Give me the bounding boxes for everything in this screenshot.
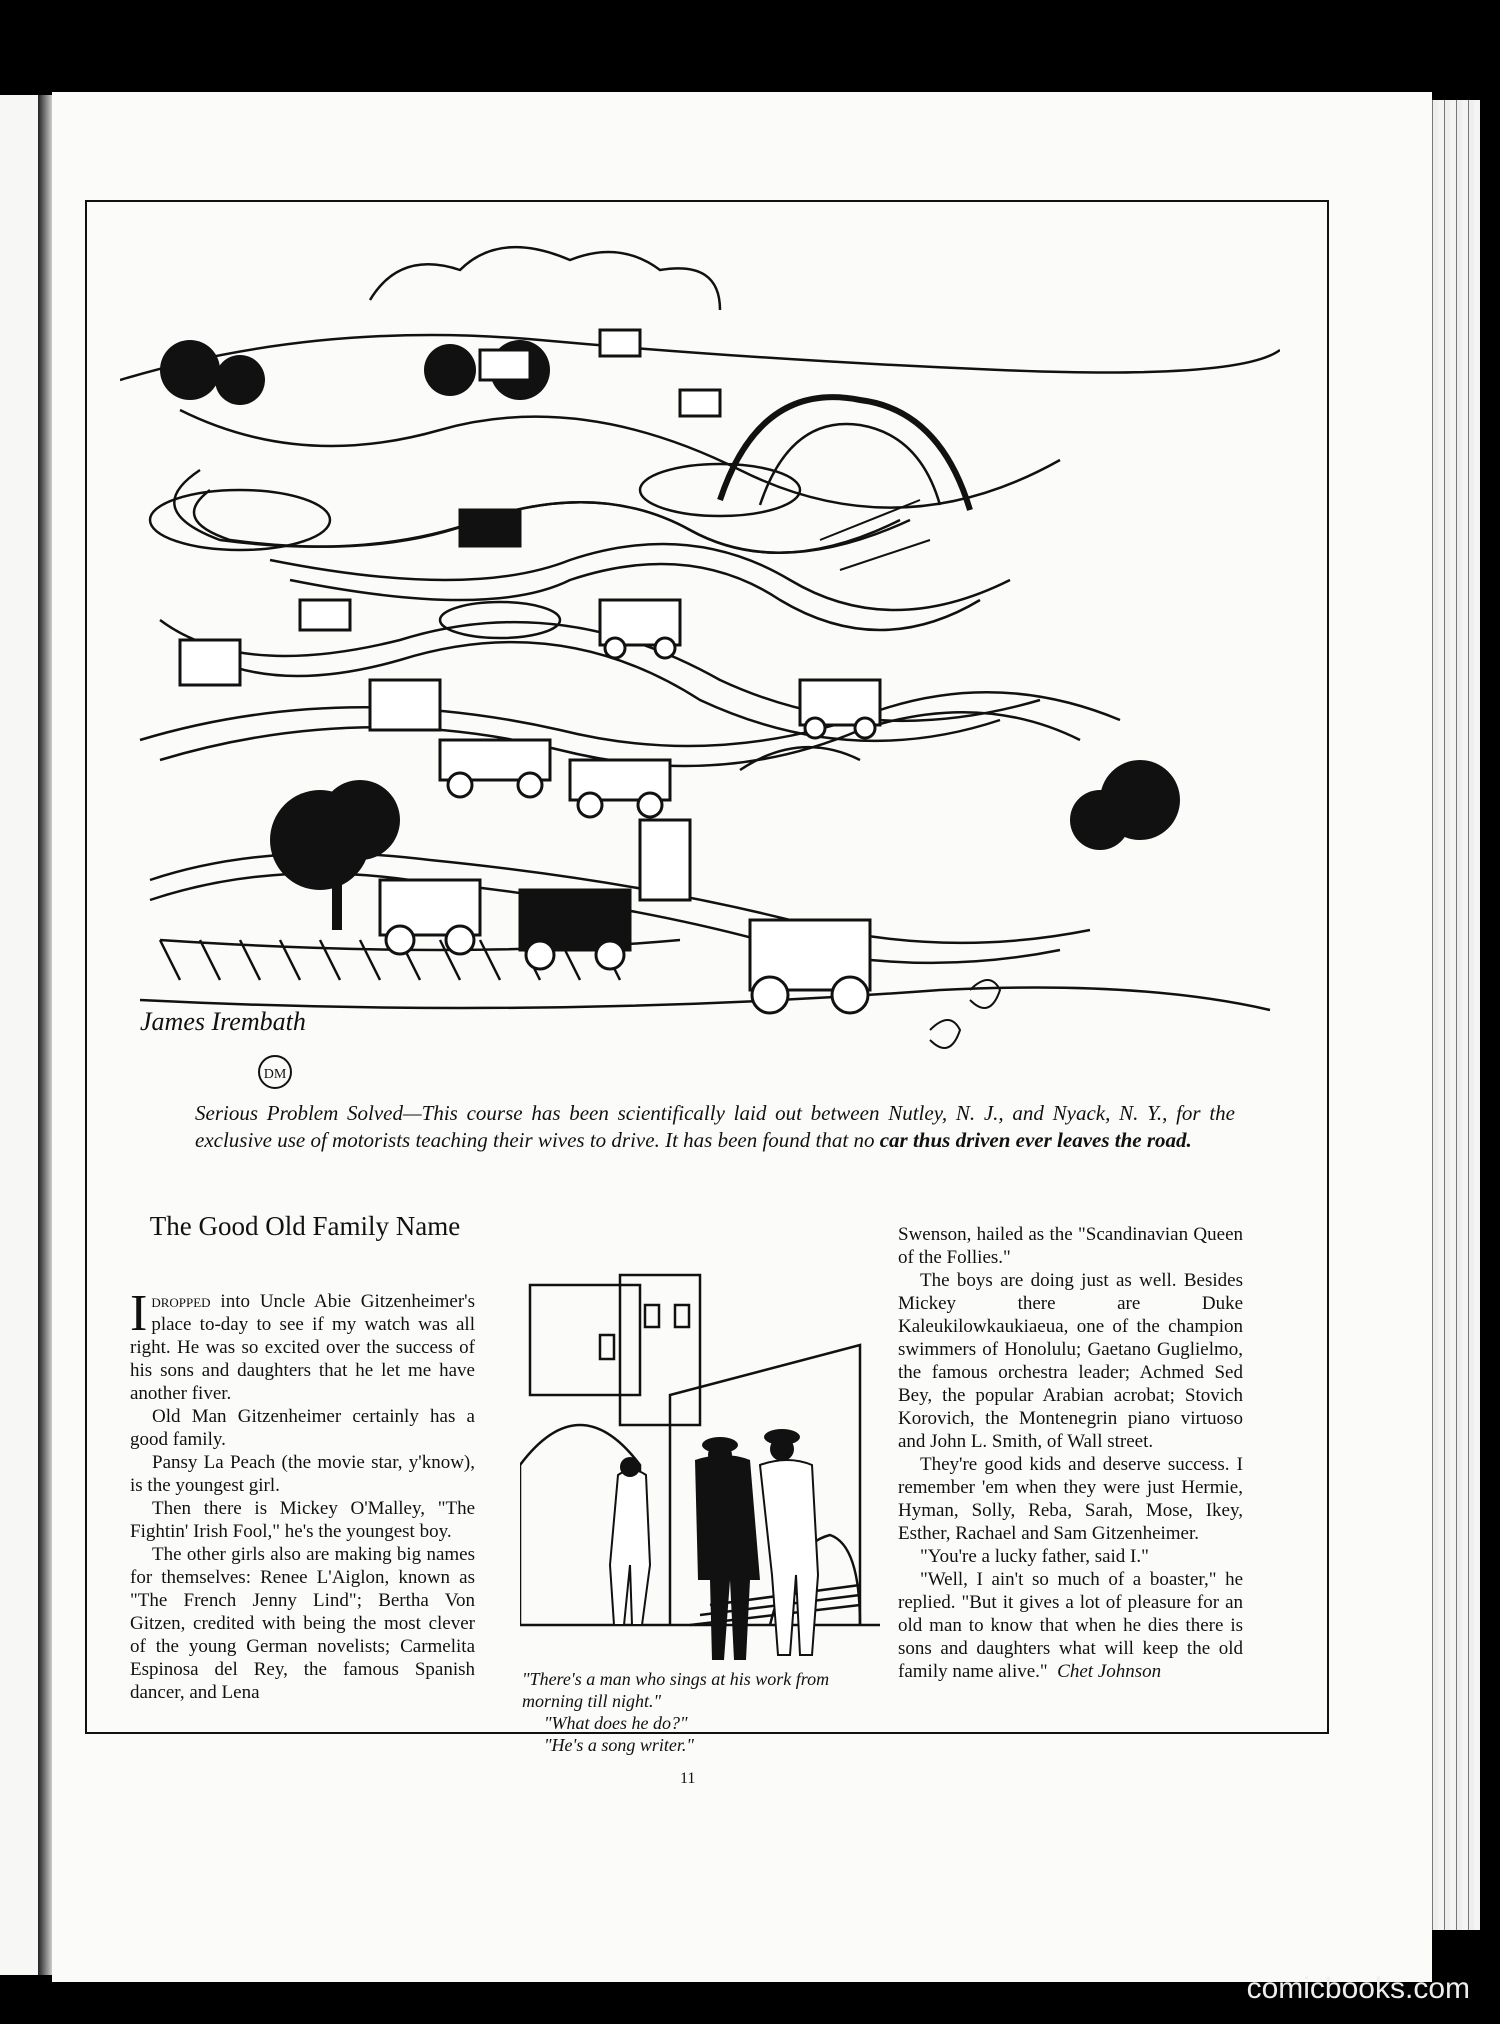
caption-end: car thus driven ever leaves the road. <box>879 1128 1192 1152</box>
paragraph-4: Then there is Mickey O'Malley, "The Fightin' Irish Fool," he's the youngest boy. <box>130 1498 475 1542</box>
paragraph-10 <box>898 1568 1243 1683</box>
paragraph-2: Old Man Gitzenheimer certainly has a good family. <box>130 1406 475 1450</box>
paragraph-10-text: "Well, I ain't so much of a boaster," he replied. "But it gives a lot of pleasure for an old man to know that when he dies there is sons and daughters what will keep the old family name alive." <box>898 1569 1243 1682</box>
article-title: The Good Old Family Name <box>149 1211 461 1241</box>
watermark: comicbooks.com <box>1246 1972 1470 2005</box>
paragraph-6: Swenson, hailed as the "Scandinavian Queen of the Follies." <box>898 1224 1243 1268</box>
driving-course-cartoon <box>120 240 1280 1100</box>
byline: Chet Johnson <box>1057 1661 1162 1682</box>
cartoon-caption <box>195 1100 1235 1154</box>
paragraph-8: They're good kids and deserve success. I remember 'em when they were just Hermie, Hyman, Solly, Reba, Sarah, Mose, Ikey, Esther, Rachael and Sam Gitzenheimer. <box>898 1454 1243 1544</box>
paragraph-5: The other girls also are making big names for themselves: Renee L'Aiglon, known as "The French Jenny Lind"; Bertha Von Gitzen, credited with being the most clever of the young German novelists; Carmelita Espinosa del Rey, the famous Spanish dancer, and Lena <box>130 1544 475 1703</box>
street-scene-illustration <box>520 1245 880 1665</box>
illustration-caption <box>522 1668 892 1756</box>
lead-smallcaps: dropped <box>151 1291 211 1312</box>
paragraph-7: The boys are doing just as well. Besides Mickey there are Duke Kaleukilowkaukiaeua, one of the champion swimmers of Honolulu; Gaetano Guglielmo, the famous orchestra leader; Achmed Sed Bey, the popular Arabian acrobat; Stovich Korovich, the Montenegrin piano virtuoso and John L. Smith, of Wall street. <box>898 1270 1243 1452</box>
caption-line-3: "He's a song writer." <box>544 1735 694 1755</box>
monogram: DM <box>263 1067 287 1082</box>
caption-body: Serious Problem Solved—This course has been scientifically laid out between Nutley, N. J., and Nyack, N. Y., for the exclusive use of motorists teaching their wives to drive. It has been found that no <box>195 1101 1235 1152</box>
facing-page-edge <box>0 95 40 1975</box>
drop-cap: I <box>130 1285 148 1342</box>
caption-line-1: "There's a man who sings at his work from morning till night." <box>522 1669 830 1711</box>
caption-line-2: "What does he do?" <box>544 1713 688 1733</box>
page-number: 11 <box>680 1770 696 1787</box>
paragraph-9: "You're a lucky father, said I." <box>920 1546 1149 1567</box>
artist-signature: James Irembath <box>140 1007 306 1036</box>
paragraph-1-text: into Uncle Abie Gitzenheimer's place to-day to see if my watch was all right. He was so excited over the success of his sons and daughters that he let me have another fiver. <box>130 1291 475 1404</box>
article-column-1 <box>130 1285 475 1704</box>
gutter-shadow <box>38 95 52 1975</box>
article-column-3 <box>898 1223 1243 1683</box>
paragraph-3: Pansy La Peach (the movie star, y'know), is the youngest girl. <box>130 1452 475 1496</box>
paragraph-1 <box>130 1285 475 1405</box>
